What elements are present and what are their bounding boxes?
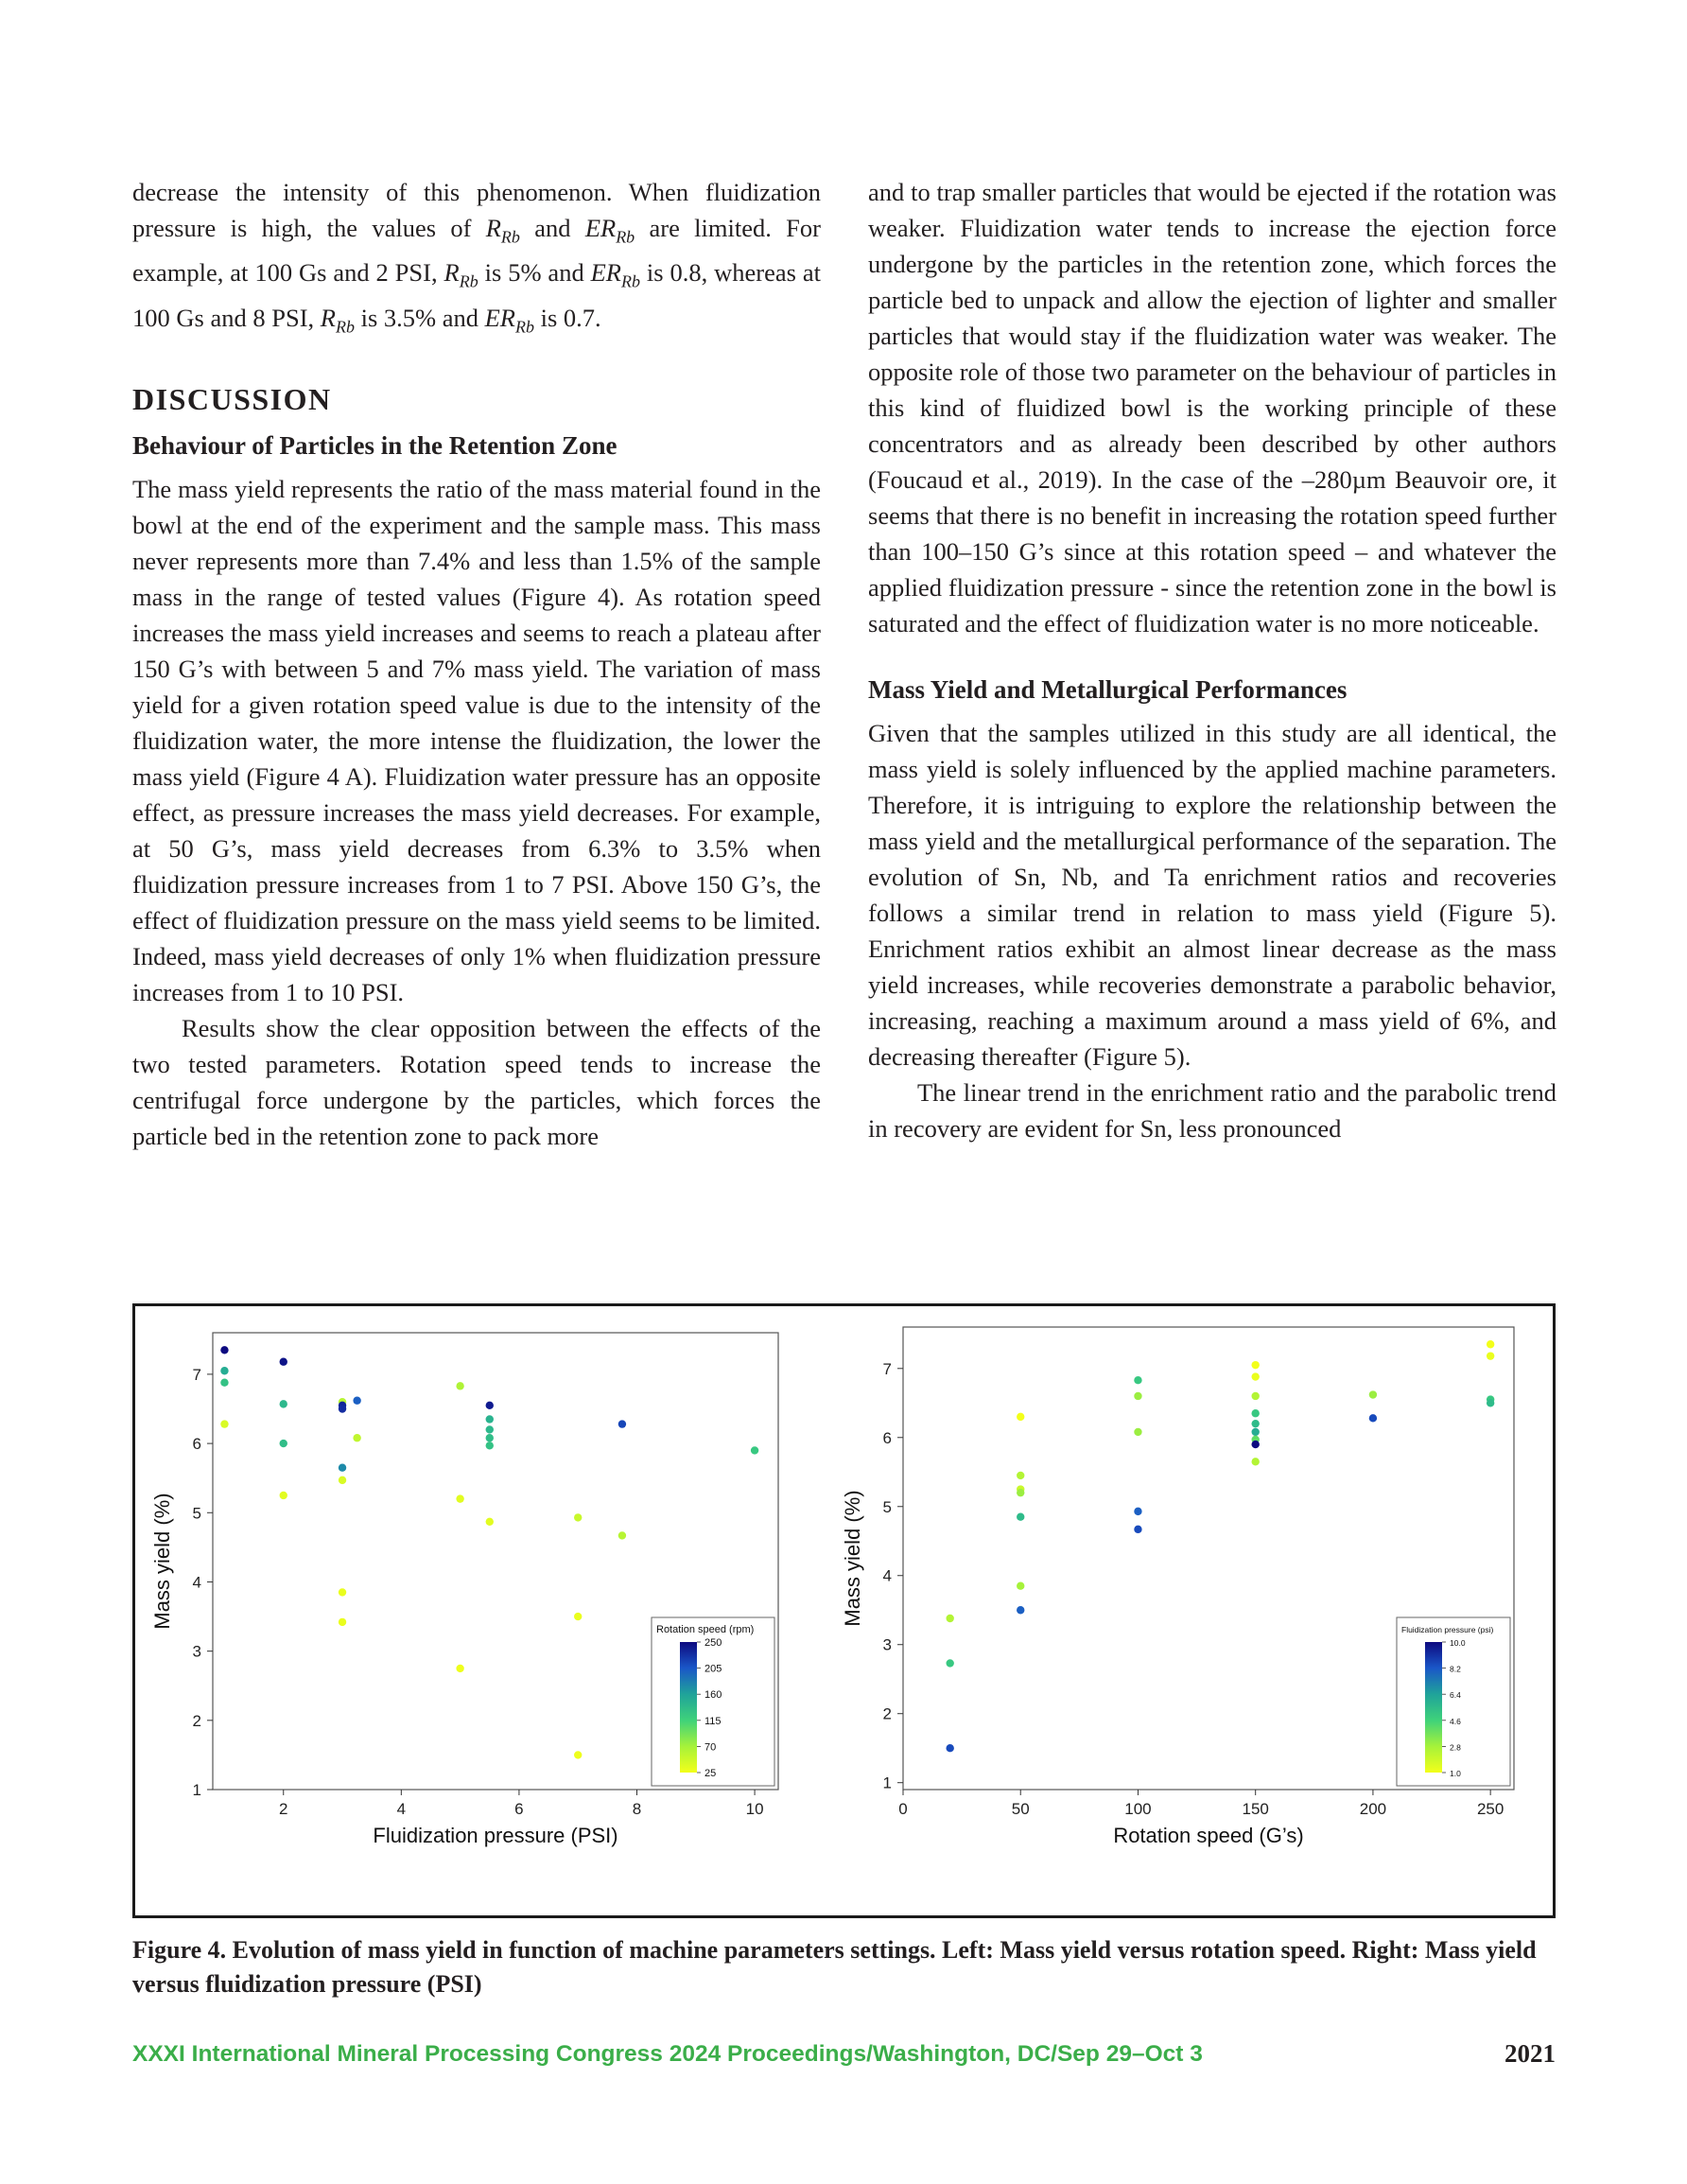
right-paragraph-3: The linear trend in the enrichment ratio and the parabolic trend in recovery are evident for Sn, less pronounced (868, 1078, 1557, 1143)
data-point (220, 1378, 228, 1386)
y-tick-label: 7 (882, 1359, 892, 1378)
data-point (1369, 1414, 1377, 1422)
data-point (1017, 1513, 1024, 1521)
colorbar-tick-label: 8.2 (1450, 1664, 1461, 1674)
data-point (220, 1346, 228, 1354)
data-point (339, 1476, 346, 1484)
colorbar-tick-label: 205 (704, 1663, 722, 1675)
data-point (1134, 1376, 1141, 1384)
chart-panel-2 (841, 1327, 1514, 1847)
data-point (1251, 1392, 1259, 1400)
data-point (486, 1402, 494, 1409)
figure-4-charts (135, 1306, 1553, 1915)
x-tick-label: 50 (1011, 1800, 1030, 1818)
data-point (456, 1494, 463, 1502)
y-tick-label: 3 (192, 1642, 201, 1661)
y-tick-label: 2 (192, 1711, 201, 1730)
data-point (220, 1367, 228, 1374)
data-point (486, 1441, 494, 1449)
y-tick-label: 4 (882, 1566, 892, 1585)
colorbar-gradient (1425, 1642, 1442, 1773)
data-point (486, 1434, 494, 1441)
data-point (1251, 1420, 1259, 1427)
data-point (946, 1615, 953, 1622)
data-point (1017, 1413, 1024, 1421)
data-point (1017, 1489, 1024, 1496)
data-point (1134, 1508, 1141, 1515)
right-paragraph-2: Given that the samples utilized in this study are all identical, the mass yield is solely influenced by the applied machine parameters. Therefore, it is intriguing to explore the relationship between the mass yield and the metallurgical performance of the separation. The evolution of Sn, Nb, and Ta enrichment ratios and recoveries follows a similar trend in relation to mass yield (Figure 5). Enrichment ratios exhibit an almost linear decrease as the mass yield increases, while recoveries demonstrate a parabolic behavior, increasing, reaching a maximum around a mass yield of 6%, and decreasing thereafter (Figure 5). (868, 719, 1557, 1071)
x-tick-label: 10 (745, 1800, 764, 1818)
colorbar-tick-label: 25 (704, 1768, 717, 1779)
section-heading: DISCUSSION (132, 381, 332, 416)
data-point (339, 1464, 346, 1472)
right-paragraph-1: and to trap smaller particles that would be ejected if the rotation was weaker. Fluidization water tends to increase the ejection force undergone by the particles in the retention zone, which forces the particle bed to unpack and allow the ejection of lighter and smaller particles that would stay if the fluidization water was weaker. The opposite role of those two parameter on the behaviour of particles in this kind of fluidized bowl is the working principle of these concentrators and as already been described by other authors (Foucaud et al., 2019). In the case of the –280µm Beauvoir ore, it seems that there is no benefit in increasing the rotation speed further than 100–150 G’s since at this rotation speed – and whatever the applied fluidization pressure - since the retention zone in the bowl is saturated and the effect of fluidization water is no more noticeable. (868, 178, 1557, 638)
colorbar-gradient (680, 1642, 697, 1773)
y-tick-label: 6 (882, 1428, 892, 1447)
data-point (220, 1420, 228, 1427)
data-point (456, 1665, 463, 1672)
x-tick-label: 200 (1359, 1800, 1387, 1818)
data-point (353, 1397, 360, 1405)
left-paragraph-3: Results show the clear opposition between the effects of the two tested parameters. Rotation speed tends to increase the centrifugal force undergone by the particles, which forces the particle bed in the retention zone to pack more (132, 1013, 821, 1150)
data-point (1251, 1458, 1259, 1465)
data-point (280, 1440, 287, 1447)
colorbar-tick-label: 250 (704, 1637, 722, 1649)
x-tick-label: 8 (632, 1800, 642, 1818)
data-point (486, 1518, 494, 1526)
data-point (574, 1513, 582, 1521)
colorbar-tick-label: 70 (704, 1741, 717, 1754)
page-footer (132, 2041, 1556, 2079)
left-column (132, 174, 821, 1154)
x-axis-label: Rotation speed (G’s) (1113, 1824, 1304, 1847)
data-point (1134, 1526, 1141, 1533)
subheading-retention-zone: Behaviour of Particles in the Retention Zone (132, 430, 617, 460)
x-tick-label: 150 (1242, 1800, 1269, 1818)
x-tick-label: 100 (1124, 1800, 1152, 1818)
x-axis-label: Fluidization pressure (PSI) (373, 1824, 618, 1847)
x-tick-label: 0 (898, 1800, 908, 1818)
figure-caption: Figure 4. Evolution of mass yield in function of machine parameters settings. Left: Mass yield versus rotation speed. Right: Mass yield versus fluidization pressure (PSI) (132, 1936, 1537, 1998)
left-paragraph-1: decrease the intensity of this phenomenon. When fluidization pressure is high, the values of $R_{Rb}$ and $ER_{Rb}$ are limited. For example, at 100 Gs and 2 PSI, $R_{Rb}$ is 5% and $ER_{Rb}$ is 0.8, whereas at 100 Gs and 8 PSI, $R_{Rb}$ is 3.5% and $ER_{Rb}$ is 0.7. (132, 178, 821, 336)
colorbar-tick-label: 1.0 (1450, 1769, 1461, 1778)
data-point (1134, 1428, 1141, 1436)
colorbar-title: Rotation speed (rpm) (656, 1624, 755, 1635)
data-point (339, 1618, 346, 1626)
y-tick-label: 7 (192, 1365, 201, 1384)
data-point (1487, 1352, 1494, 1359)
data-point (1251, 1372, 1259, 1380)
data-point (1017, 1606, 1024, 1614)
y-tick-label: 5 (882, 1497, 892, 1516)
data-point (618, 1420, 626, 1427)
data-point (1017, 1581, 1024, 1589)
data-point (486, 1425, 494, 1433)
data-point (280, 1400, 287, 1407)
data-point (280, 1492, 287, 1499)
y-tick-label: 5 (192, 1504, 201, 1523)
data-point (1251, 1428, 1259, 1436)
y-tick-label: 2 (882, 1704, 892, 1723)
figure-4 (132, 1303, 1556, 1918)
data-point (574, 1613, 582, 1620)
data-point (339, 1588, 346, 1596)
colorbar-tick-label: 2.8 (1450, 1742, 1461, 1753)
data-point (486, 1415, 494, 1423)
colorbar-title: Fluidization pressure (psi) (1401, 1625, 1494, 1634)
data-point (339, 1405, 346, 1412)
y-tick-label: 1 (192, 1781, 201, 1799)
colorbar-tick-label: 6.4 (1450, 1690, 1461, 1701)
y-tick-label: 4 (192, 1573, 201, 1592)
data-point (1487, 1399, 1494, 1406)
colorbar-tick-label: 4.6 (1450, 1716, 1461, 1726)
data-point (946, 1659, 953, 1667)
data-point (1134, 1392, 1141, 1400)
data-point (946, 1744, 953, 1752)
subheading-mass-yield: Mass Yield and Metallurgical Performances (868, 675, 1348, 704)
y-tick-label: 6 (192, 1435, 201, 1454)
data-point (353, 1434, 360, 1441)
y-axis-label: Mass yield (%) (841, 1490, 864, 1627)
data-point (1251, 1361, 1259, 1369)
data-point (751, 1446, 758, 1454)
data-point (1251, 1441, 1259, 1448)
data-point (456, 1382, 463, 1389)
y-tick-label: 3 (882, 1635, 892, 1654)
data-point (1487, 1340, 1494, 1348)
data-point (618, 1531, 626, 1539)
data-point (574, 1751, 582, 1758)
x-tick-label: 250 (1476, 1800, 1504, 1818)
page-number: 2021 (1504, 2039, 1556, 2068)
left-paragraph-2: The mass yield represents the ratio of the mass material found in the bowl at the end of the experiment and the sample mass. This mass never represents more than 7.4% and less than 1.5% of the sample mass in the range of tested values (Figure 4). As rotation speed increases the mass yield increases and seems to reach a plateau after 150 G’s with between 5 and 7% mass yield. The variation of mass yield for a given rotation speed value is due to the intensity of the fluidization water, the more intense the fluidization, the lower the mass yield (Figure 4 A). Fluidization water pressure has an opposite effect, as pressure increases the mass yield decreases. For example, at 50 G’s, mass yield decreases from 6.3% to 3.5% when fluidization pressure increases from 1 to 7 PSI. Above 150 G’s, the effect of fluidization pressure on the mass yield seems to be limited. Indeed, mass yield decreases of only 1% when fluidization pressure increases from 1 to 10 PSI. (132, 474, 821, 1006)
colorbar-tick-label: 115 (704, 1715, 722, 1727)
footer-conference: XXXI International Mineral Processing Congress 2024 Proceedings/Washington, DC/Sep 29–Oct 3 (132, 2041, 1203, 2067)
x-tick-label: 2 (279, 1800, 288, 1818)
right-column (868, 174, 1557, 1146)
data-point (280, 1358, 287, 1366)
chart-panel-1 (150, 1333, 778, 1847)
y-tick-label: 1 (882, 1773, 892, 1792)
data-point (1369, 1390, 1377, 1398)
data-point (1251, 1409, 1259, 1417)
colorbar-tick-label: 160 (704, 1689, 722, 1702)
colorbar-tick-label: 10.0 (1450, 1638, 1466, 1648)
data-point (1017, 1472, 1024, 1479)
x-tick-label: 6 (514, 1800, 524, 1818)
x-tick-label: 4 (396, 1800, 407, 1818)
y-axis-label: Mass yield (%) (150, 1493, 174, 1630)
